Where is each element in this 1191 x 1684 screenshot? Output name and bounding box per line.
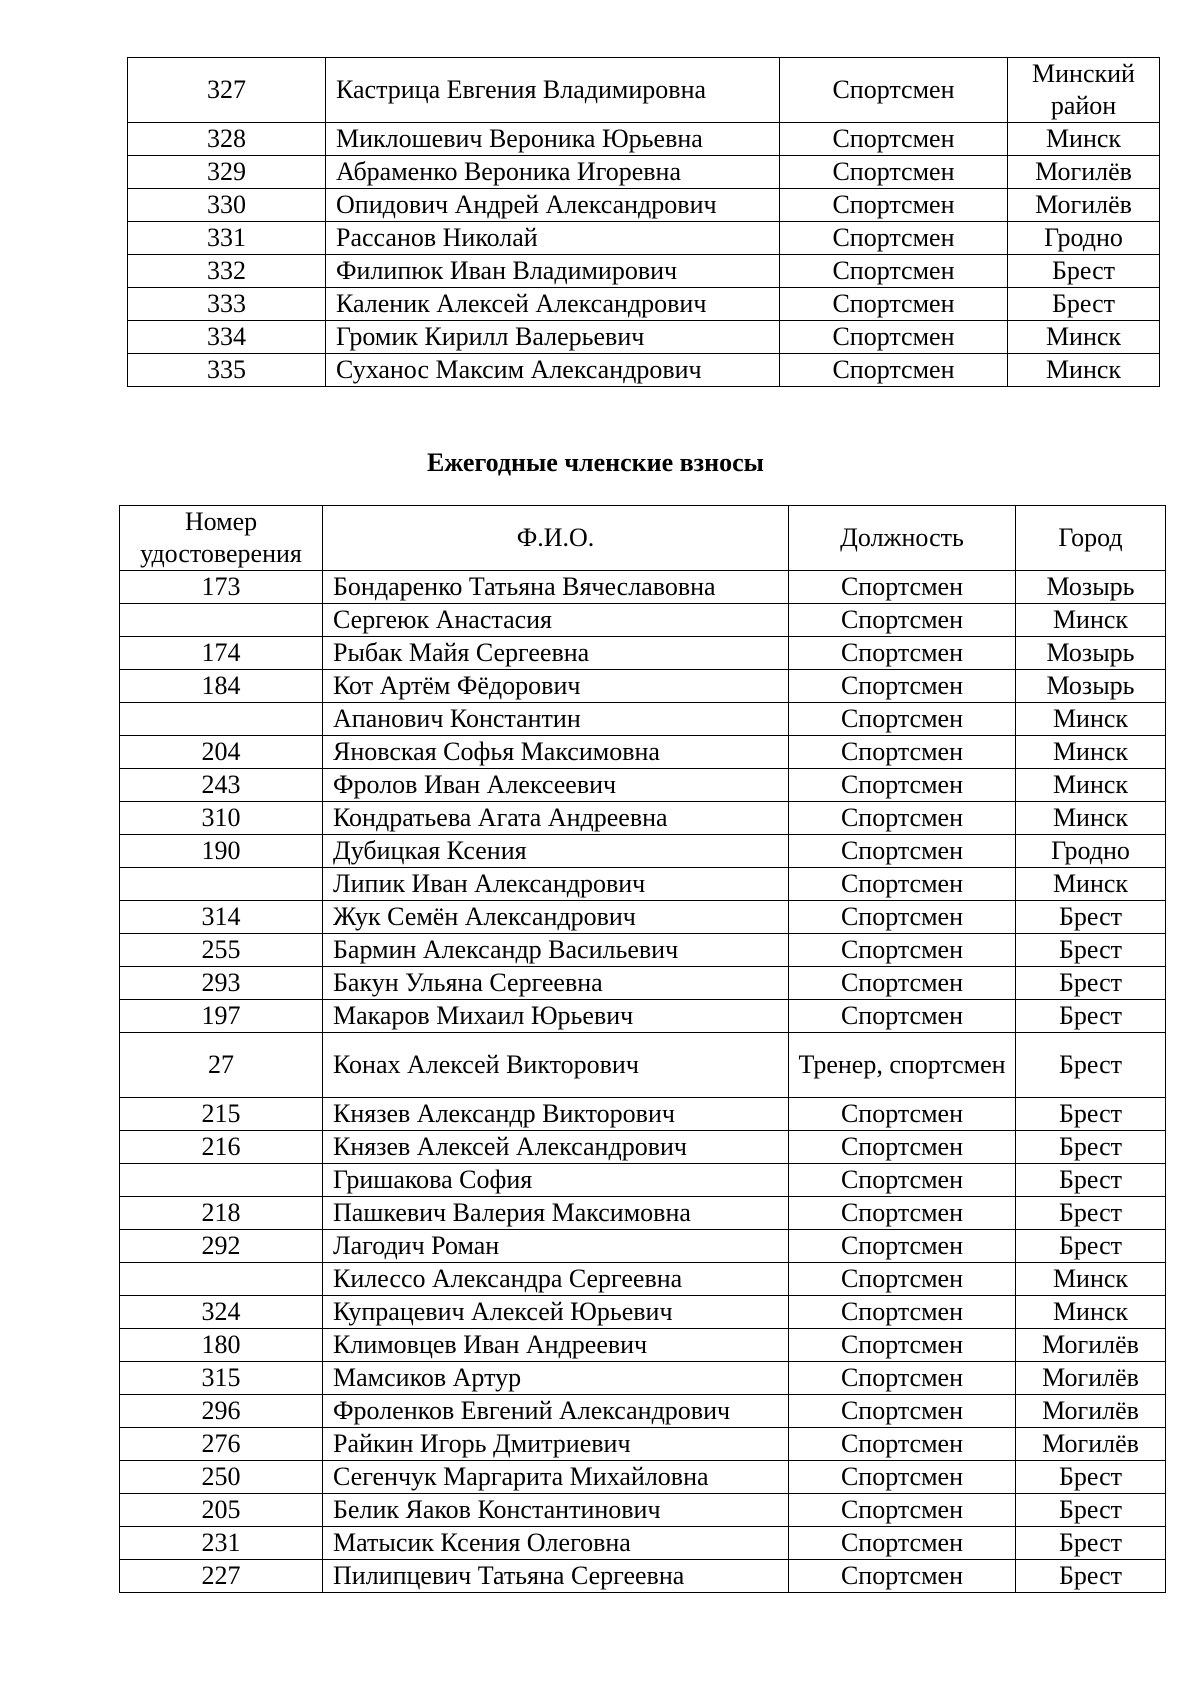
table-row (120, 1131, 1166, 1164)
table-row (120, 1230, 1166, 1263)
table-row (120, 802, 1166, 835)
cell-position: Спортсмен (789, 967, 1016, 1000)
cell-id-number: 293 (120, 967, 323, 1000)
header-id-number: Номер удостоверения (120, 506, 323, 571)
cell-id-number: 180 (120, 1329, 323, 1362)
cell-position: Спортсмен (789, 571, 1016, 604)
cell-id-number: 314 (120, 901, 323, 934)
cell-city: Брест (1016, 1494, 1166, 1527)
cell-id-number: 174 (120, 637, 323, 670)
table-row (120, 736, 1166, 769)
cell-id-number: 333 (128, 288, 326, 321)
table-row (128, 189, 1160, 222)
cell-position: Спортсмен (780, 354, 1008, 387)
cell-full-name: Мамсиков Артур (323, 1362, 789, 1395)
cell-position: Спортсмен (789, 1197, 1016, 1230)
cell-id-number: 315 (120, 1362, 323, 1395)
table-row (120, 1494, 1166, 1527)
cell-full-name: Князев Алексей Александрович (323, 1131, 789, 1164)
cell-position: Спортсмен (780, 288, 1008, 321)
table-row (120, 1362, 1166, 1395)
table-row (128, 222, 1160, 255)
cell-position: Спортсмен (780, 255, 1008, 288)
cell-position: Спортсмен (789, 1362, 1016, 1395)
cell-full-name: Рыбак Майя Сергеевна (323, 637, 789, 670)
table-row (128, 354, 1160, 387)
cell-city: Брест (1016, 1033, 1166, 1098)
cell-position: Спортсмен (789, 802, 1016, 835)
cell-position: Спортсмен (789, 1131, 1016, 1164)
cell-city: Минск (1016, 769, 1166, 802)
header-city: Город (1016, 506, 1166, 571)
cell-city: Брест (1016, 1230, 1166, 1263)
table-row (120, 1461, 1166, 1494)
cell-city: Брест (1016, 1164, 1166, 1197)
cell-full-name: Князев Александр Викторович (323, 1098, 789, 1131)
cell-id-number (120, 703, 323, 736)
table-row (120, 670, 1166, 703)
cell-position: Спортсмен (789, 1395, 1016, 1428)
cell-full-name: Бакун Ульяна Сергеевна (323, 967, 789, 1000)
cell-position: Спортсмен (789, 1428, 1016, 1461)
cell-city: Минск (1016, 1296, 1166, 1329)
members-table-body (128, 58, 1160, 387)
cell-position: Спортсмен (780, 189, 1008, 222)
cell-city: Могилёв (1008, 156, 1160, 189)
table-row (120, 901, 1166, 934)
cell-city: Минск (1008, 354, 1160, 387)
cell-full-name: Филипюк Иван Владимирович (326, 255, 780, 288)
cell-full-name: Райкин Игорь Дмитриевич (323, 1428, 789, 1461)
table-row (120, 1098, 1166, 1131)
cell-city: Гродно (1008, 222, 1160, 255)
cell-full-name: Суханос Максим Александрович (326, 354, 780, 387)
cell-id-number: 334 (128, 321, 326, 354)
cell-full-name: Кастрица Евгения Владимировна (326, 58, 780, 123)
cell-position: Спортсмен (780, 222, 1008, 255)
cell-id-number: 197 (120, 1000, 323, 1033)
cell-position: Спортсмен (789, 1494, 1016, 1527)
table-row (120, 1395, 1166, 1428)
cell-id-number: 227 (120, 1560, 323, 1593)
cell-full-name: Климовцев Иван Андреевич (323, 1329, 789, 1362)
cell-id-number: 331 (128, 222, 326, 255)
cell-city: Минск (1016, 736, 1166, 769)
cell-id-number: 292 (120, 1230, 323, 1263)
table-row (120, 1527, 1166, 1560)
cell-position: Спортсмен (789, 901, 1016, 934)
table-row (120, 1033, 1166, 1098)
table-row (128, 123, 1160, 156)
cell-city: Брест (1016, 934, 1166, 967)
cell-position: Спортсмен (789, 835, 1016, 868)
cell-city: Могилёв (1016, 1428, 1166, 1461)
cell-full-name: Кондратьева Агата Андреевна (323, 802, 789, 835)
cell-full-name: Кот Артём Фёдорович (323, 670, 789, 703)
cell-id-number: 255 (120, 934, 323, 967)
cell-full-name: Апанович Константин (323, 703, 789, 736)
table-row (120, 1296, 1166, 1329)
cell-full-name: Пашкевич Валерия Максимовна (323, 1197, 789, 1230)
cell-position: Спортсмен (789, 769, 1016, 802)
cell-full-name: Белик Яаков Константинович (323, 1494, 789, 1527)
cell-city: Брест (1016, 1461, 1166, 1494)
table-row (120, 835, 1166, 868)
cell-city: Могилёв (1008, 189, 1160, 222)
cell-id-number: 276 (120, 1428, 323, 1461)
table-row (120, 769, 1166, 802)
cell-position: Спортсмен (789, 703, 1016, 736)
cell-full-name: Фролов Иван Алексеевич (323, 769, 789, 802)
table-row (120, 1197, 1166, 1230)
cell-id-number: 329 (128, 156, 326, 189)
cell-full-name: Макаров Михаил Юрьевич (323, 1000, 789, 1033)
table-row (120, 604, 1166, 637)
cell-full-name: Яновская Софья Максимовна (323, 736, 789, 769)
cell-full-name: Опидович Андрей Александрович (326, 189, 780, 222)
cell-city: Гродно (1016, 835, 1166, 868)
header-row (120, 506, 1166, 571)
cell-id-number: 27 (120, 1033, 323, 1098)
cell-city: Брест (1016, 1000, 1166, 1033)
cell-city: Минск (1016, 604, 1166, 637)
cell-full-name: Лагодич Роман (323, 1230, 789, 1263)
cell-full-name: Липик Иван Александрович (323, 868, 789, 901)
table-row (128, 288, 1160, 321)
cell-city: Брест (1016, 1131, 1166, 1164)
table-row (128, 156, 1160, 189)
cell-full-name: Конах Алексей Викторович (323, 1033, 789, 1098)
cell-position: Спортсмен (789, 1230, 1016, 1263)
cell-city: Могилёв (1016, 1362, 1166, 1395)
cell-id-number: 328 (128, 123, 326, 156)
cell-position: Спортсмен (789, 1560, 1016, 1593)
header-full-name: Ф.И.О. (323, 506, 789, 571)
cell-city: Брест (1008, 255, 1160, 288)
cell-full-name: Пилипцевич Татьяна Сергеевна (323, 1560, 789, 1593)
cell-id-number: 216 (120, 1131, 323, 1164)
cell-id-number (120, 1263, 323, 1296)
cell-position: Спортсмен (789, 868, 1016, 901)
cell-position: Спортсмен (780, 321, 1008, 354)
cell-position: Спортсмен (789, 1164, 1016, 1197)
cell-full-name: Абраменко Вероника Игоревна (326, 156, 780, 189)
table-row (128, 255, 1160, 288)
cell-position: Спортсмен (789, 1329, 1016, 1362)
cell-id-number: 327 (128, 58, 326, 123)
cell-id-number: 324 (120, 1296, 323, 1329)
fees-table-body (120, 571, 1166, 1593)
cell-city: Брест (1016, 1197, 1166, 1230)
cell-full-name: Сергеюк Анастасия (323, 604, 789, 637)
annual-fees-table (119, 505, 1166, 1593)
table-row (120, 967, 1166, 1000)
cell-position: Спортсмен (789, 670, 1016, 703)
cell-city: Мозырь (1016, 670, 1166, 703)
cell-full-name: Миклошевич Вероника Юрьевна (326, 123, 780, 156)
cell-city: Брест (1016, 1560, 1166, 1593)
cell-city: Минск (1008, 321, 1160, 354)
cell-position: Тренер, спортсмен (789, 1033, 1016, 1098)
cell-id-number: 250 (120, 1461, 323, 1494)
cell-city: Брест (1008, 288, 1160, 321)
cell-position: Спортсмен (789, 1527, 1016, 1560)
cell-id-number: 215 (120, 1098, 323, 1131)
cell-position: Спортсмен (789, 637, 1016, 670)
cell-position: Спортсмен (789, 934, 1016, 967)
table-row (120, 637, 1166, 670)
cell-full-name: Купрацевич Алексей Юрьевич (323, 1296, 789, 1329)
cell-full-name: Сегенчук Маргарита Михайловна (323, 1461, 789, 1494)
cell-full-name: Матысик Ксения Олеговна (323, 1527, 789, 1560)
cell-city: Брест (1016, 1527, 1166, 1560)
table-row (120, 703, 1166, 736)
cell-id-number: 218 (120, 1197, 323, 1230)
cell-position: Спортсмен (789, 736, 1016, 769)
cell-city: Минский район (1008, 58, 1160, 123)
cell-id-number (120, 604, 323, 637)
cell-id-number: 231 (120, 1527, 323, 1560)
cell-position: Спортсмен (789, 1461, 1016, 1494)
table-row (120, 1164, 1166, 1197)
cell-city: Мозырь (1016, 571, 1166, 604)
header-position: Должность (789, 506, 1016, 571)
cell-id-number: 330 (128, 189, 326, 222)
cell-position: Спортсмен (789, 1263, 1016, 1296)
cell-city: Минск (1016, 1263, 1166, 1296)
cell-full-name: Бондаренко Татьяна Вячеславовна (323, 571, 789, 604)
cell-position: Спортсмен (780, 123, 1008, 156)
cell-full-name: Каленик Алексей Александрович (326, 288, 780, 321)
cell-id-number: 332 (128, 255, 326, 288)
table-row (120, 1428, 1166, 1461)
cell-position: Спортсмен (789, 1000, 1016, 1033)
cell-position: Спортсмен (789, 604, 1016, 637)
cell-city: Могилёв (1016, 1395, 1166, 1428)
cell-position: Спортсмен (780, 58, 1008, 123)
cell-id-number: 310 (120, 802, 323, 835)
cell-id-number: 296 (120, 1395, 323, 1428)
table-row (128, 321, 1160, 354)
cell-full-name: Громик Кирилл Валерьевич (326, 321, 780, 354)
table-row (120, 934, 1166, 967)
table-row (128, 58, 1160, 123)
cell-id-number: 184 (120, 670, 323, 703)
cell-city: Брест (1016, 1098, 1166, 1131)
cell-full-name: Бармин Александр Васильевич (323, 934, 789, 967)
table-row (120, 1329, 1166, 1362)
cell-city: Минск (1016, 802, 1166, 835)
cell-full-name: Фроленков Евгений Александрович (323, 1395, 789, 1428)
cell-full-name: Рассанов Николай (326, 222, 780, 255)
cell-city: Брест (1016, 901, 1166, 934)
cell-city: Минск (1008, 123, 1160, 156)
cell-id-number (120, 1164, 323, 1197)
cell-full-name: Дубицкая Ксения (323, 835, 789, 868)
cell-id-number: 173 (120, 571, 323, 604)
cell-id-number: 190 (120, 835, 323, 868)
cell-id-number: 204 (120, 736, 323, 769)
table-row (120, 1560, 1166, 1593)
table-row (120, 571, 1166, 604)
table-row (120, 868, 1166, 901)
section-title: Ежегодные членские взносы (427, 448, 764, 477)
cell-id-number: 335 (128, 354, 326, 387)
cell-city: Брест (1016, 967, 1166, 1000)
cell-full-name: Жук Семён Александрович (323, 901, 789, 934)
cell-city: Могилёв (1016, 1329, 1166, 1362)
members-table-continued (127, 57, 1160, 387)
table-row (120, 1263, 1166, 1296)
cell-id-number: 205 (120, 1494, 323, 1527)
cell-city: Мозырь (1016, 637, 1166, 670)
table-row (120, 1000, 1166, 1033)
cell-position: Спортсмен (780, 156, 1008, 189)
cell-city: Минск (1016, 703, 1166, 736)
cell-full-name: Гришакова София (323, 1164, 789, 1197)
cell-id-number: 243 (120, 769, 323, 802)
cell-city: Минск (1016, 868, 1166, 901)
cell-id-number (120, 868, 323, 901)
cell-full-name: Килессо Александра Сергеевна (323, 1263, 789, 1296)
cell-position: Спортсмен (789, 1098, 1016, 1131)
cell-position: Спортсмен (789, 1296, 1016, 1329)
